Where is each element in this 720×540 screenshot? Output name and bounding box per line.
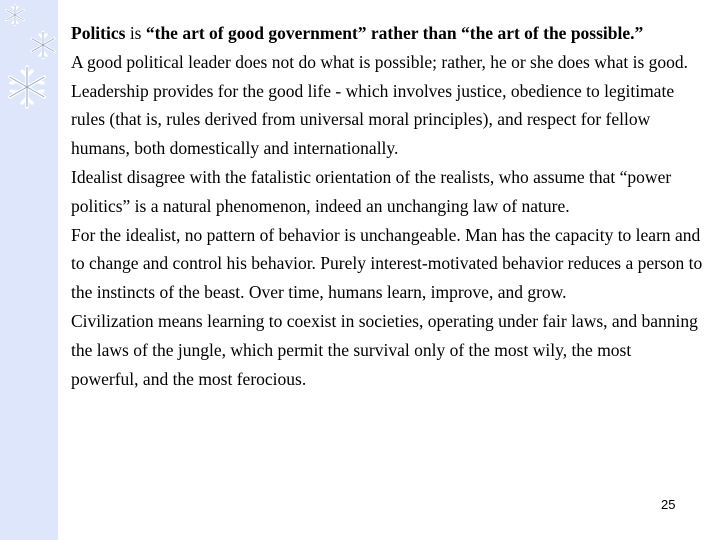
paragraph-idealist-disagreement: Idealist disagree with the fatalistic orientation of the realists, who assume that “power politics” is a natural phenomenon, indeed an unchanging law of nature. xyxy=(71,166,672,216)
snowflake-icon xyxy=(28,30,58,60)
heading-connector: is xyxy=(125,23,146,43)
paragraph-leadership: A good political leader does not do what is possible; rather, he or she does what is good. Leadership provides for the good life - which involves justice, obedience to legitimate rules (that is, rules derived from universal moral principles), and respect for fellow humans, both domestically and internationally. xyxy=(71,51,689,159)
snowflake-icon xyxy=(4,64,50,110)
heading-definition: “the art of good government” rather than “the art of the possible.” xyxy=(145,23,644,43)
page-number: 25 xyxy=(661,497,676,512)
paragraph-behavior: For the idealist, no pattern of behavior is unchangeable. Man has the capacity to learn and to change and control his behavior. Purely interest-motivated behavior reduces a person to the instincts of the beast. Over time, humans learn, improve, and grow. xyxy=(71,224,703,303)
slide-body-text xyxy=(71,19,703,393)
heading-paragraph xyxy=(71,19,703,48)
paragraph-civilization: Civilization means learning to coexist in societies, operating under fair laws, and banning the laws of the jungle, which permit the survival only of the most wily, the most powerful, and the most ferocious. xyxy=(71,310,698,389)
snowflake-icon xyxy=(3,3,27,27)
heading-term: Politics xyxy=(71,23,126,43)
